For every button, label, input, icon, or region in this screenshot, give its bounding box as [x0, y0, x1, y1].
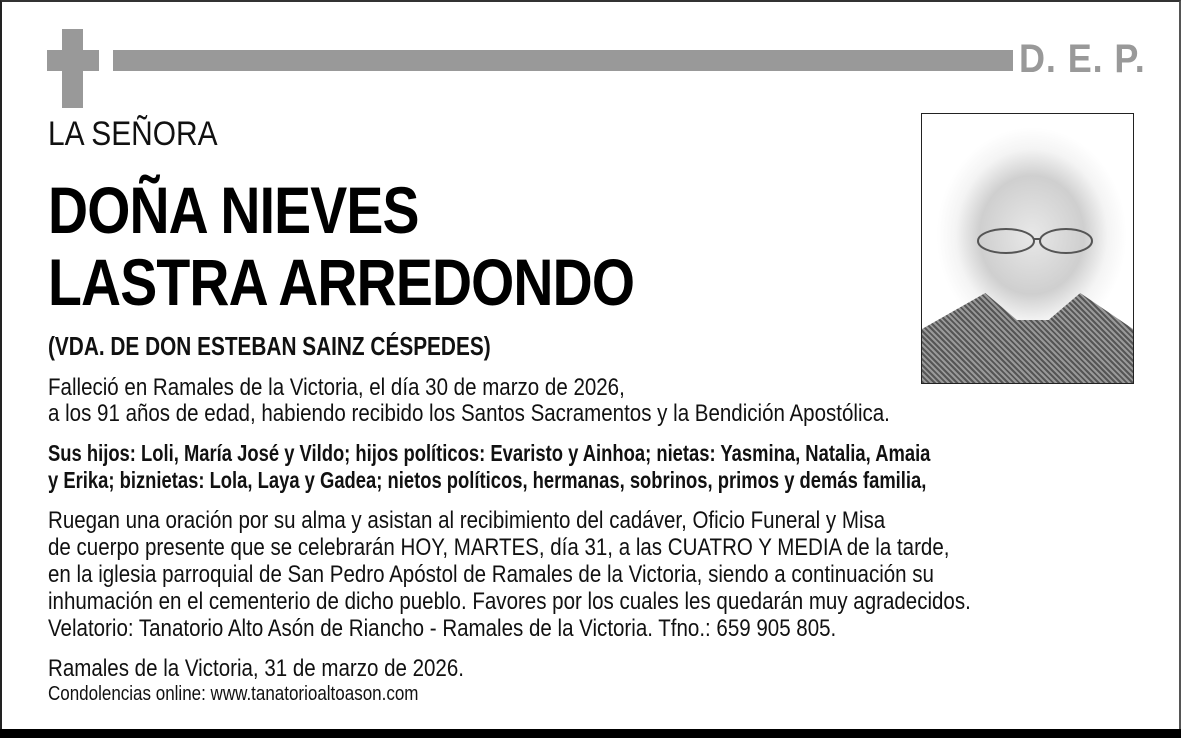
deceased-name-line2: LASTRA ARREDONDO: [48, 245, 635, 319]
request-line: inhumación en el cementerio de dicho pueblo. Favores por los cuales les quedarán muy agradecidos.: [48, 588, 971, 615]
condolences-link[interactable]: Condolencias online: www.tanatorioaltoason.com: [48, 683, 419, 705]
request-line: en la iglesia parroquial de San Pedro Apóstol de Ramales de la Victoria, siendo a continuación su: [48, 561, 934, 588]
family-line: y Erika; biznietas: Lola, Laya y Gadea; nietos políticos, hermanas, sobrinos, primos y demás familia,: [48, 467, 927, 493]
glasses-shape: [974, 226, 1094, 256]
portrait-photo: [921, 113, 1134, 384]
title-prefix: LA SEÑORA: [48, 115, 218, 153]
death-notice-line: Falleció en Ramales de la Victoria, el día 30 de marzo de 2026,: [48, 374, 625, 401]
cross-horizontal-bar: [47, 50, 99, 71]
widow-of: (VDA. DE DON ESTEBAN SAINZ CÉSPEDES): [48, 331, 491, 361]
deceased-name-line1: DOÑA NIEVES: [48, 173, 419, 247]
bottom-border: [0, 729, 1181, 738]
request-line: Ruegan una oración por su alma y asistan al recibimiento del cadáver, Oficio Funeral y Misa: [48, 507, 886, 534]
place-date: Ramales de la Victoria, 31 de marzo de 2026.: [48, 655, 464, 682]
request-line: de cuerpo presente que se celebrarán HOY, MARTES, día 31, a las CUATRO Y MEDIA de la tarde,: [48, 534, 950, 561]
family-line: Sus hijos: Loli, María José y Vildo; hijos políticos: Evaristo y Ainhoa; nietas: Yasmina, Natalia, Amaia: [48, 440, 931, 466]
header-rule: [113, 50, 1013, 71]
clothing-pattern: [922, 293, 1133, 383]
dep-label: D. E. P.: [1019, 37, 1146, 81]
request-line: Velatorio: Tanatorio Alto Asón de Riancho - Ramales de la Victoria. Tfno.: 659 905 805.: [48, 615, 837, 642]
death-notice-line: a los 91 años de edad, habiendo recibido los Santos Sacramentos y la Bendición Apostólica.: [48, 400, 890, 427]
